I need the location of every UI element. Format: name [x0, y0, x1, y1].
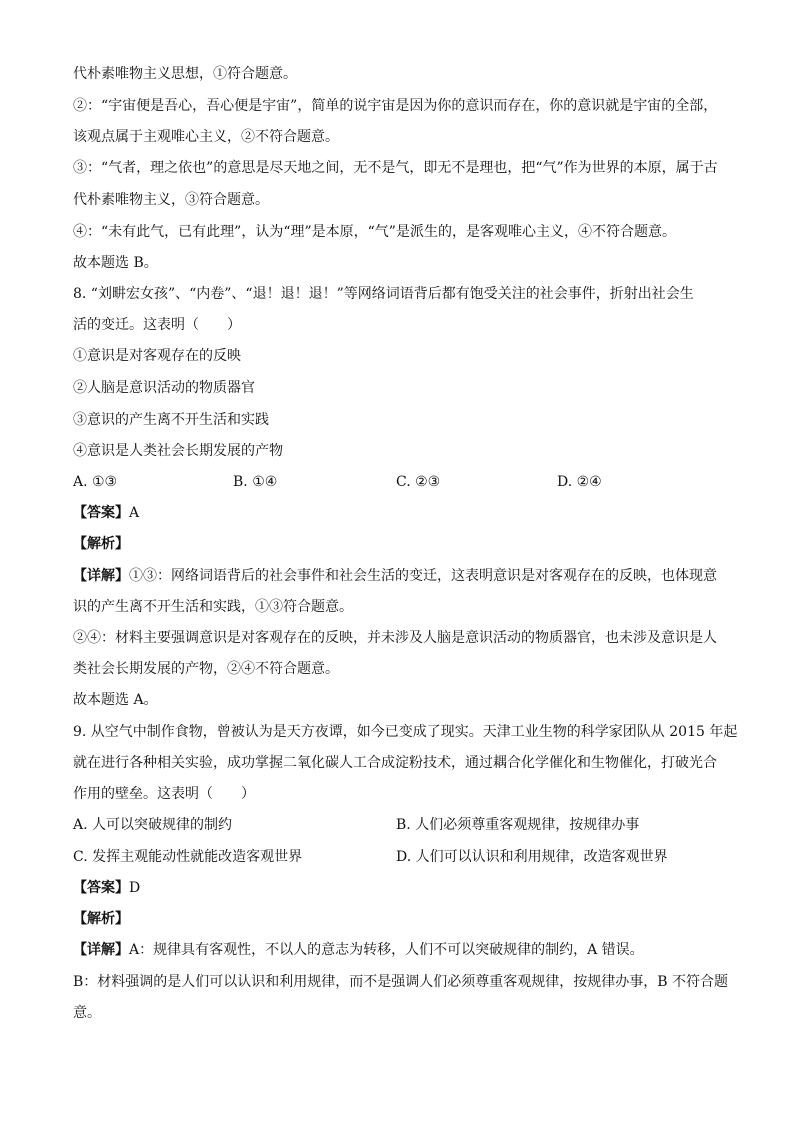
conclusion-line: 故本题选 A。	[73, 692, 158, 708]
question-8-stem: 8. “刘畊宏女孩”、“内卷”、“退！退！退！”等网络词语背后都有饱受关注的社会事件，折射出社会生	[73, 286, 694, 302]
analysis-label: 【解析】	[73, 536, 129, 552]
answer-value: D	[129, 880, 141, 896]
answer-label: 【答案】	[73, 880, 129, 896]
conclusion-line: 故本题选 B。	[73, 255, 158, 271]
answer-line	[73, 878, 724, 898]
paragraph-line: ④：“未有此气，已有此理”，认为“理”是本原，“气”是派生的，是客观唯心主义，④不符合题意。	[73, 224, 676, 240]
detail-line: 意。	[73, 1005, 101, 1021]
detail-line: ②④：材料主要强调意识是对客观存在的反映，并未涉及人脑是意识活动的物质器官，也未涉及意识是人	[73, 630, 717, 646]
paragraph-line: 该观点属于主观唯心主义，②不符合题意。	[73, 129, 339, 145]
option-a: A. 人可以突破规律的制约	[73, 817, 233, 833]
option-d: D. 人们可以认识和利用规律，改造客观世界	[396, 849, 668, 865]
option-d: D. ②④	[557, 474, 602, 490]
statement-2: ②人脑是意识活动的物质器官	[73, 380, 255, 396]
statement-3: ③意识的产生离不开生活和实践	[73, 412, 269, 428]
option-a: A. ①③	[73, 474, 118, 490]
question-9-stem-cont: 作用的壁垒。这表明（ ）	[73, 786, 255, 802]
question-9-stem-cont: 就在进行各种相关实验，成功掌握二氧化碳人工合成淀粉技术，通过耦合化学催化和生物催化，打破光合	[73, 755, 717, 771]
detail-line	[73, 566, 724, 586]
paragraph-line: 代朴素唯物主义思想，①符合题意。	[73, 66, 297, 82]
answer-label: 【答案】	[73, 505, 129, 521]
option-c: C. ②③	[396, 474, 441, 490]
detail-label: 【详解】	[73, 568, 129, 584]
paragraph-line: ③：“气者，理之依也”的意思是尽天地之间，无不是气，即无不是理也，把“气”作为世界的本原，属于古	[73, 160, 718, 176]
paragraph-line: 代朴素唯物主义，③符合题意。	[73, 192, 269, 208]
paragraph-line: ②：“宇宙便是吾心，吾心便是宇宙”，简单的说宇宙是因为你的意识而存在，你的意识就是宇宙的全部，	[73, 98, 718, 114]
detail-text: A：规律具有客观性，不以人的意志为转移，人们不可以突破规律的制约，A 错误。	[129, 942, 644, 958]
detail-text: ①③：网络词语背后的社会事件和社会生活的变迁，这表明意识是对客观存在的反映，也体现意	[129, 568, 717, 584]
detail-label: 【详解】	[73, 942, 129, 958]
detail-line	[73, 940, 724, 960]
question-8-stem-cont: 活的变迁。这表明（ ）	[73, 317, 241, 333]
option-c: C. 发挥主观能动性就能改造客观世界	[73, 849, 303, 865]
statement-4: ④意识是人类社会长期发展的产物	[73, 443, 283, 459]
detail-line: B：材料强调的是人们可以认识和利用规律，而不是强调人们必须尊重客观规律，按规律办事，B 不符合题	[73, 974, 729, 990]
option-b: B. ①④	[233, 474, 278, 490]
analysis-label: 【解析】	[73, 911, 129, 927]
detail-line: 类社会长期发展的产物，②④不符合题意。	[73, 661, 339, 677]
answer-value: A	[129, 505, 140, 521]
detail-line: 识的产生离不开生活和实践，①③符合题意。	[73, 599, 353, 615]
statement-1: ①意识是对客观存在的反映	[73, 348, 241, 364]
option-b: B. 人们必须尊重客观规律，按规律办事	[396, 817, 640, 833]
question-9-stem: 9. 从空气中制作食物，曾被认为是天方夜谭，如今已变成了现实。天津工业生物的科学家团队从 2015 年起	[73, 724, 738, 740]
answer-line	[73, 503, 724, 523]
